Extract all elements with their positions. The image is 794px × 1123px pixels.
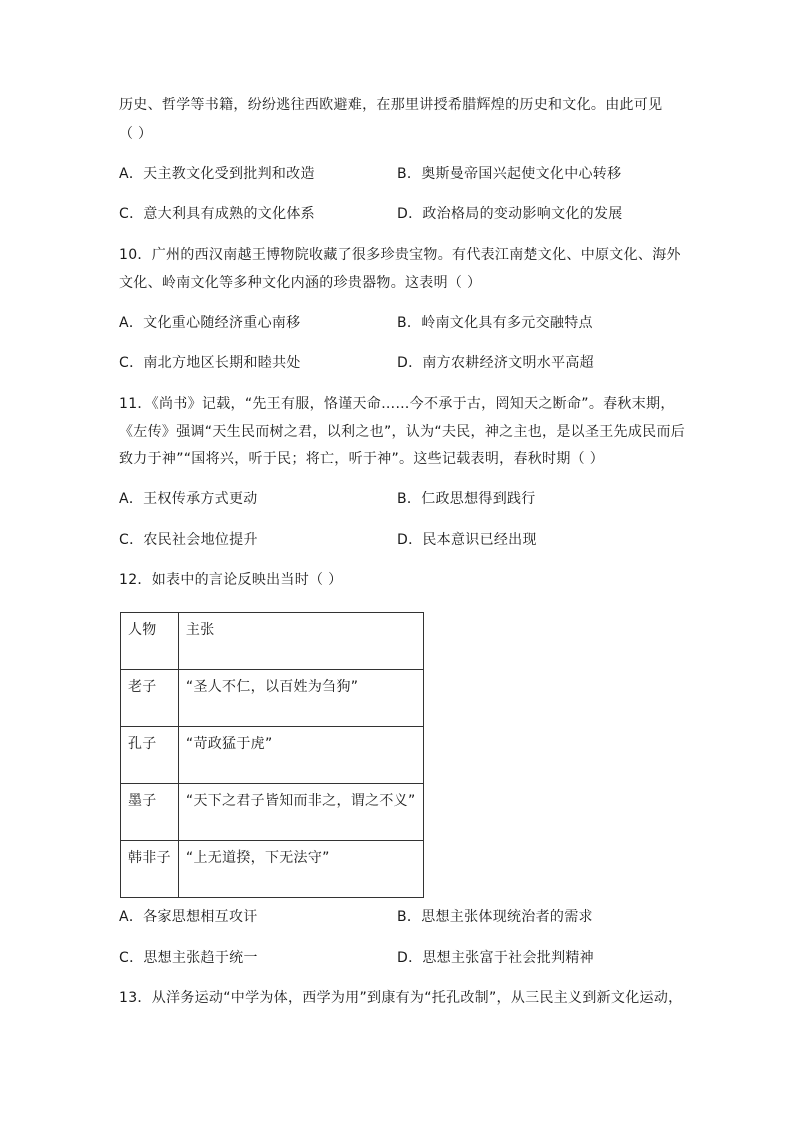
q11-stem-line2: 《左传》强调“天生民而树之君，以利之也”，认为“夫民，神之主也，是以圣王先成民而后: [119, 424, 686, 440]
table-cell-view: “天下之君子皆知而非之，谓之不义”: [178, 784, 423, 841]
table-row: [121, 784, 424, 841]
table-cell-person: 孔子: [121, 727, 179, 784]
table-cell-view: “圣人不仁，以百姓为刍狗”: [178, 670, 423, 727]
q10-stem-line2: 文化、岭南文化等多种文化内涵的珍贵器物。这表明（ ）: [119, 275, 482, 291]
q12-option-a: A．各家思想相互攻讦: [119, 909, 258, 925]
table-header-row: [121, 613, 424, 670]
q9-option-c: C．意大利具有成熟的文化体系: [119, 206, 315, 222]
q12-option-c: C．思想主张趋于统一: [119, 950, 258, 966]
q11-option-a: A．王权传承方式更动: [119, 491, 258, 507]
q10-option-a: A．文化重心随经济重心南移: [119, 315, 301, 331]
q9-answer-bracket: （ ）: [119, 126, 153, 142]
q12-option-d: D．思想主张富于社会批判精神: [397, 950, 594, 966]
q11-option-d: D．民本意识已经出现: [397, 532, 537, 548]
q9-option-d: D．政治格局的变动影响文化的发展: [397, 206, 623, 222]
table-cell-person: 韩非子: [121, 841, 179, 898]
q11-option-c: C．农民社会地位提升: [119, 532, 258, 548]
q9-option-b: B．奥斯曼帝国兴起使文化中心转移: [397, 166, 622, 182]
q12-option-b: B．思想主张体现统治者的需求: [397, 909, 593, 925]
q9-stem-line1: 历史、哲学等书籍，纷纷逃往西欧避难，在那里讲授希腊辉煌的历史和文化。由此可见: [119, 97, 663, 113]
q11-option-b: B．仁政思想得到践行: [397, 491, 536, 507]
table-cell-view: “上无道揆，下无法守”: [178, 841, 423, 898]
q11-stem-line1: 11．《尚书》记载，“先王有服，恪谨天命……今不承于古，罔知天之断命”。春秋末期，: [119, 396, 675, 412]
table-cell-person: 老子: [121, 670, 179, 727]
q10-option-c: C．南北方地区长期和睦共处: [119, 355, 301, 371]
table-row: [121, 841, 424, 898]
q10-option-d: D．南方农耕经济文明水平高超: [397, 355, 594, 371]
table-row: [121, 727, 424, 784]
table-header-person: 人物: [121, 613, 179, 670]
q10-option-b: B．岭南文化具有多元交融特点: [397, 315, 593, 331]
table-cell-person: 墨子: [121, 784, 179, 841]
table-cell-view: “苛政猛于虎”: [178, 727, 423, 784]
q12-stem-line1: 12．如表中的言论反映出当时（ ）: [119, 572, 343, 588]
table-header-view: 主张: [178, 613, 423, 670]
q12-views-table: [120, 612, 424, 898]
q10-stem-line1: 10．广州的西汉南越王博物院收藏了很多珍贵宝物。有代表江南楚文化、中原文化、海外: [119, 247, 681, 263]
q13-stem-line1: 13．从洋务运动“中学为体，西学为用”到康有为“托孔改制”，从三民主义到新文化运动，: [119, 990, 683, 1006]
table-row: [121, 670, 424, 727]
q9-option-a: A．天主教文化受到批判和改造: [119, 166, 315, 182]
q11-stem-line3: 致力于神”“国将兴，听于民；将亡，听于神”。这些记载表明，春秋时期（ ）: [119, 451, 605, 467]
